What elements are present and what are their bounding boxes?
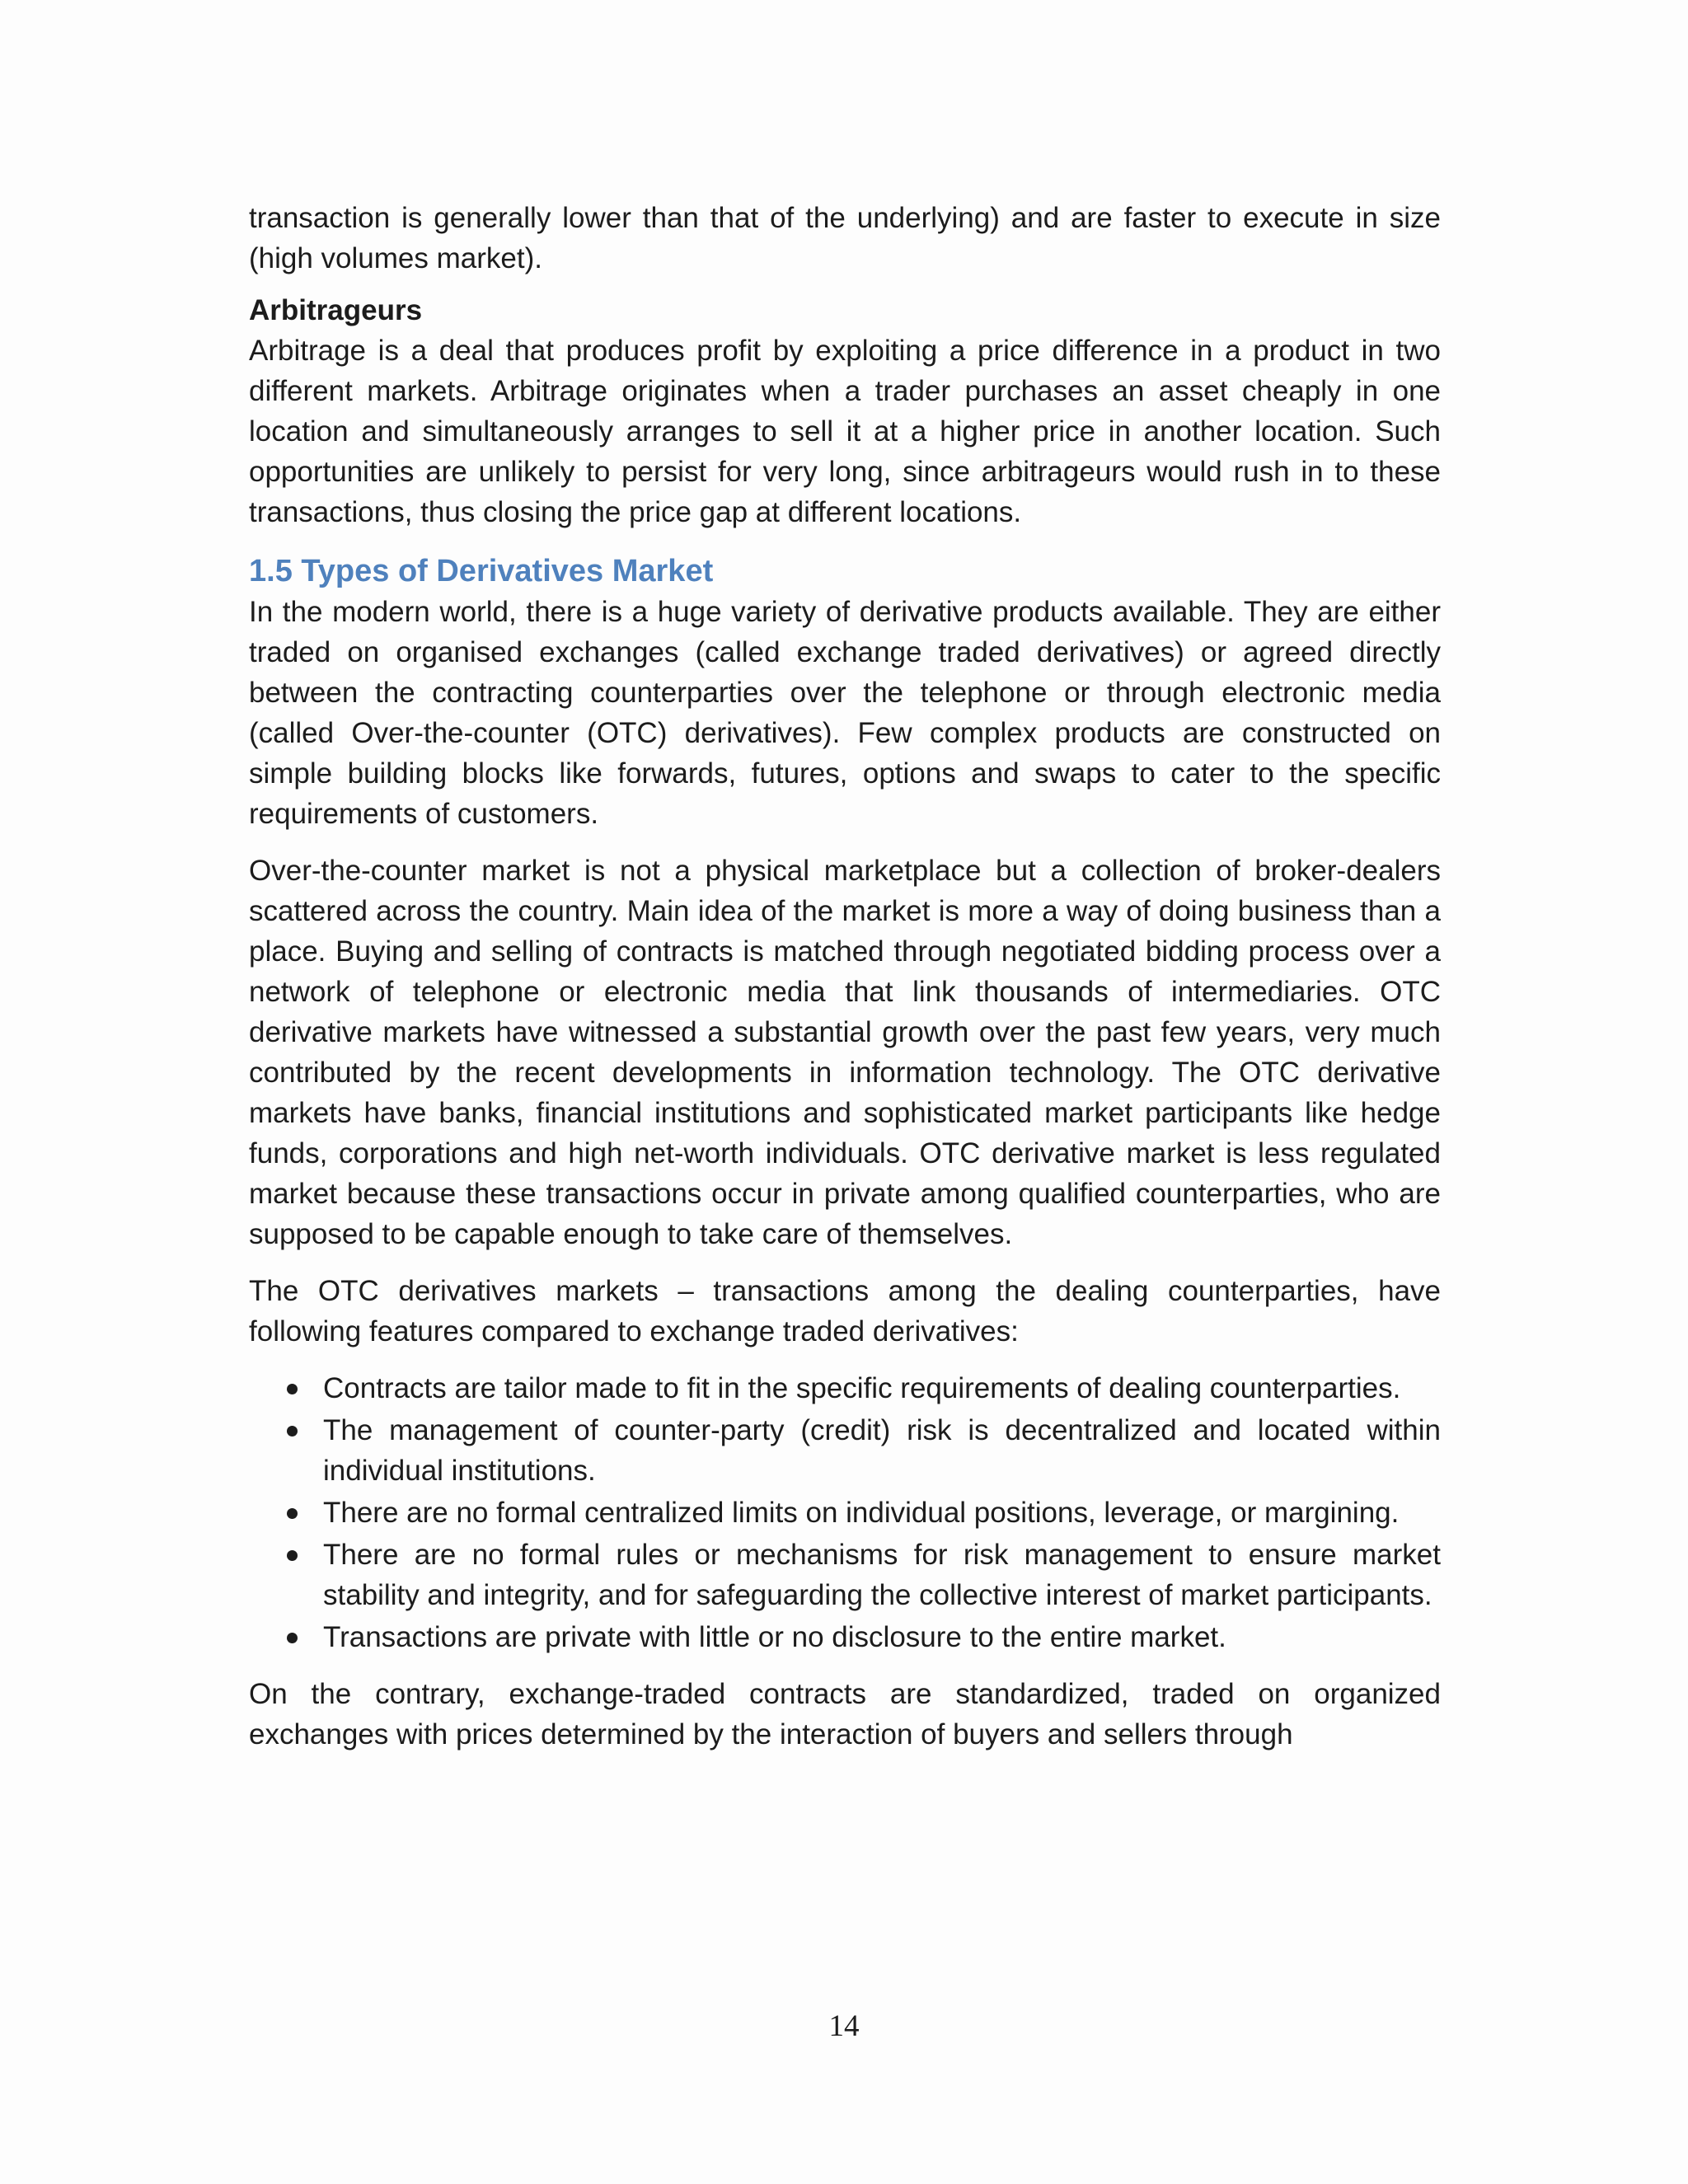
section-paragraph-3: The OTC derivatives markets – transactions among the dealing counterparties, have following features compared to exchange traded derivatives: <box>249 1275 1441 1347</box>
list-item-text: Transactions are private with little or no disclosure to the entire market. <box>323 1621 1226 1653</box>
list-item <box>249 1617 1441 1657</box>
closing-paragraph: On the contrary, exchange-traded contracts are standardized, traded on organized exchanges with prices determined by the interaction of buyers and sellers through <box>249 1678 1441 1750</box>
section-paragraph-1: In the modern world, there is a huge variety of derivative products available. They are either traded on organised exchanges (called exchange traded derivatives) or agreed directly between the contracting counterparties over the telephone or through electronic media (called Over-the-counter (OTC) derivatives). Few complex products are constructed on simple building blocks like forwards, futures, options and swaps to cater to the specific requirements of customers. <box>249 596 1441 830</box>
section-title: 1.5 Types of Derivatives Market <box>249 554 714 588</box>
page-body <box>249 198 1441 1755</box>
list-item <box>249 1493 1441 1533</box>
arbitrageurs-heading: Arbitrageurs <box>249 294 423 326</box>
list-item-text: Contracts are tailor made to fit in the specific requirements of dealing counterparties. <box>323 1372 1401 1404</box>
bullet-icon <box>287 1384 298 1394</box>
bullet-icon <box>287 1508 298 1519</box>
intro-paragraph: transaction is generally lower than that of the underlying) and are faster to execute in size (high volumes market). <box>249 202 1441 274</box>
list-item <box>249 1368 1441 1408</box>
list-item <box>249 1535 1441 1615</box>
bullet-icon <box>287 1550 298 1561</box>
features-list <box>249 1368 1441 1657</box>
page-number: 14 <box>828 2009 860 2043</box>
list-item-text: There are no formal centralized limits on individual positions, leverage, or margining. <box>323 1497 1400 1529</box>
list-item-text: There are no formal rules or mechanisms for risk management to ensure market stability and integrity, and for safeguarding the collective interest of market participants. <box>323 1539 1441 1611</box>
section-paragraph-2: Over-the-counter market is not a physical marketplace but a collection of broker-dealers scattered across the country. Main idea of the market is more a way of doing business than a place. Buying and selling of contracts is matched through negotiated bidding process over a network of telephone or electronic media that link thousands of intermediaries. OTC derivative markets have witnessed a substantial growth over the past few years, very much contributed by the recent developments in information technology. The OTC derivative markets have banks, financial institutions and sophisticated market participants like hedge funds, corporations and high net-worth individuals. OTC derivative market is less regulated market because these transactions occur in private among qualified counterparties, who are supposed to be capable enough to take care of themselves. <box>249 855 1441 1250</box>
arbitrageurs-paragraph: Arbitrage is a deal that produces profit by exploiting a price difference in a product in two different markets. Arbitrage originates when a trader purchases an asset cheaply in one location and simultaneously arranges to sell it at a higher price in another location. Such opportunities are unlikely to persist for very long, since arbitrageurs would rush in to these transactions, thus closing the price gap at different locations. <box>249 335 1441 528</box>
bullet-icon <box>287 1633 298 1643</box>
list-item <box>249 1410 1441 1491</box>
list-item-text: The management of counter-party (credit) risk is decentralized and located within individual institutions. <box>323 1414 1441 1487</box>
bullet-icon <box>287 1426 298 1436</box>
